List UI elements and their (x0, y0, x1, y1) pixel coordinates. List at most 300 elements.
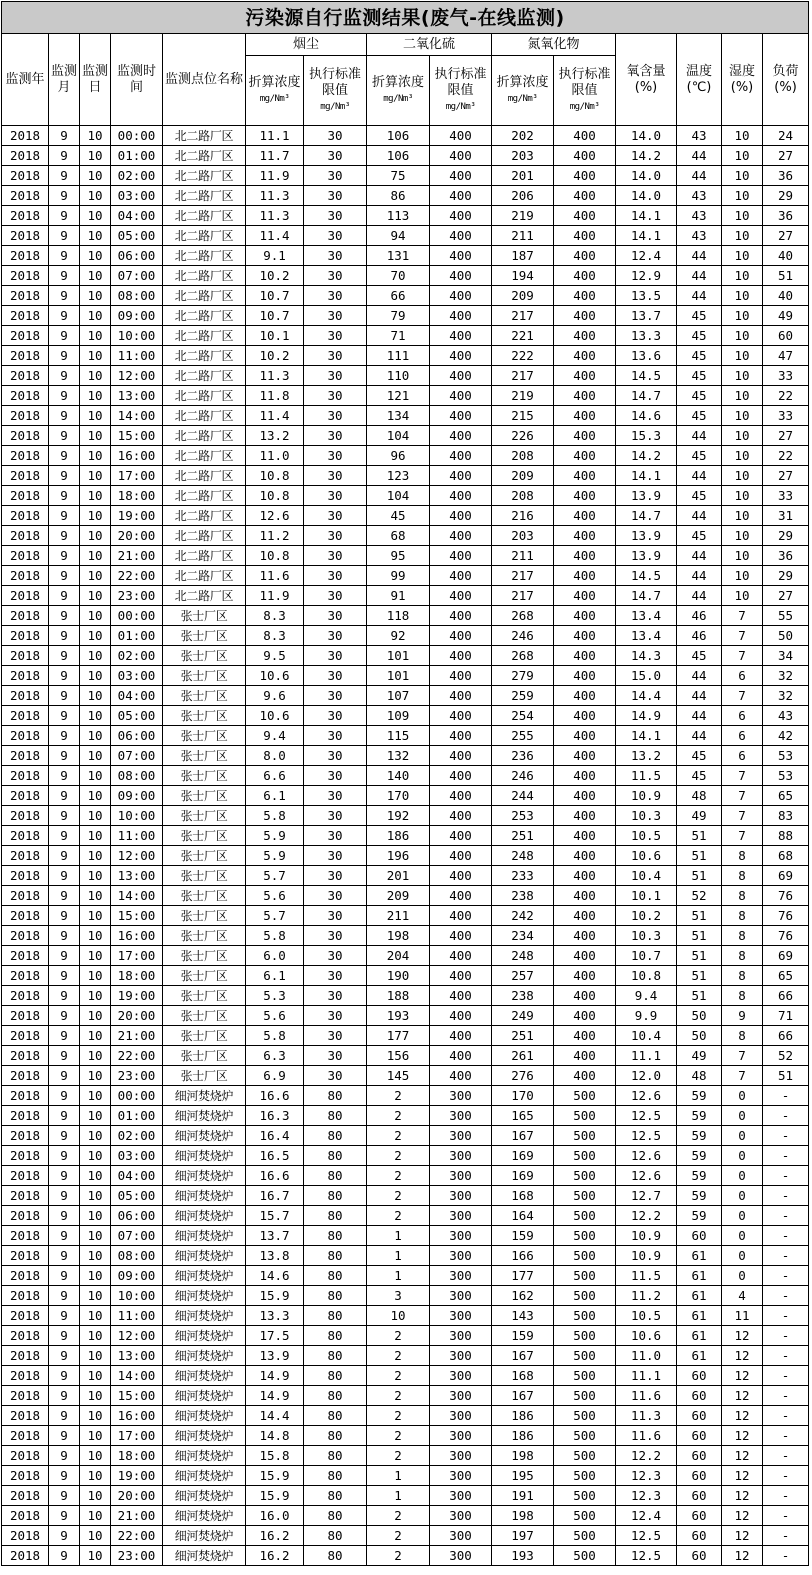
cell-so2-conc: 204 (367, 946, 430, 966)
cell-dust-conc: 11.4 (246, 226, 304, 246)
cell-oxygen: 12.5 (616, 1526, 677, 1546)
cell-so2-conc: 2 (367, 1366, 430, 1386)
cell-site: 细河焚烧炉 (163, 1166, 246, 1186)
cell-so2-conc: 2 (367, 1106, 430, 1126)
cell-so2-conc: 1 (367, 1486, 430, 1506)
cell-month: 9 (49, 726, 80, 746)
cell-so2-limit: 400 (430, 246, 492, 266)
cell-time: 22:00 (111, 566, 163, 586)
cell-oxygen: 14.2 (616, 446, 677, 466)
cell-year: 2018 (2, 1266, 49, 1286)
header-so2-limit (430, 56, 492, 126)
cell-humidity: 10 (722, 546, 763, 566)
cell-oxygen: 12.4 (616, 246, 677, 266)
cell-so2-conc: 2 (367, 1506, 430, 1526)
cell-site: 细河焚烧炉 (163, 1186, 246, 1206)
cell-humidity: 7 (722, 626, 763, 646)
cell-site: 北二路厂区 (163, 366, 246, 386)
cell-day: 10 (80, 1306, 111, 1326)
cell-so2-conc: 2 (367, 1406, 430, 1426)
cell-year: 2018 (2, 1426, 49, 1446)
cell-month: 9 (49, 386, 80, 406)
cell-dust-conc: 5.8 (246, 806, 304, 826)
cell-oxygen: 10.5 (616, 826, 677, 846)
cell-dust-conc: 16.2 (246, 1546, 304, 1566)
cell-dust-conc: 14.9 (246, 1386, 304, 1406)
cell-dust-conc: 6.3 (246, 1046, 304, 1066)
cell-humidity: 7 (722, 686, 763, 706)
cell-dust-conc: 11.8 (246, 386, 304, 406)
cell-dust-conc: 13.2 (246, 426, 304, 446)
header-so2-group: 二氧化硫 (367, 34, 492, 56)
cell-nox-limit: 400 (554, 466, 616, 486)
table-row (2, 506, 809, 526)
cell-time: 02:00 (111, 1126, 163, 1146)
cell-site: 北二路厂区 (163, 126, 246, 146)
cell-nox-conc: 186 (492, 1406, 554, 1426)
table-row (2, 266, 809, 286)
cell-month: 9 (49, 746, 80, 766)
cell-month: 9 (49, 946, 80, 966)
cell-nox-conc: 236 (492, 746, 554, 766)
cell-month: 9 (49, 486, 80, 506)
cell-nox-conc: 170 (492, 1086, 554, 1106)
cell-so2-limit: 300 (430, 1286, 492, 1306)
cell-time: 03:00 (111, 1146, 163, 1166)
cell-time: 07:00 (111, 266, 163, 286)
cell-nox-limit: 400 (554, 166, 616, 186)
cell-nox-limit: 500 (554, 1126, 616, 1146)
cell-dust-conc: 15.9 (246, 1286, 304, 1306)
cell-nox-conc: 187 (492, 246, 554, 266)
cell-nox-conc: 168 (492, 1366, 554, 1386)
cell-humidity: 0 (722, 1086, 763, 1106)
cell-humidity: 7 (722, 1066, 763, 1086)
cell-time: 12:00 (111, 366, 163, 386)
cell-temperature: 60 (677, 1506, 722, 1526)
cell-nox-limit: 500 (554, 1246, 616, 1266)
cell-day: 10 (80, 206, 111, 226)
cell-day: 10 (80, 606, 111, 626)
cell-time: 17:00 (111, 946, 163, 966)
cell-load: 42 (763, 726, 809, 746)
cell-load: 51 (763, 266, 809, 286)
cell-dust-conc: 12.6 (246, 506, 304, 526)
cell-time: 20:00 (111, 526, 163, 546)
header-label: 执行标准限值 (558, 66, 611, 98)
cell-humidity: 7 (722, 606, 763, 626)
cell-nox-conc: 219 (492, 386, 554, 406)
cell-time: 01:00 (111, 626, 163, 646)
cell-humidity: 10 (722, 126, 763, 146)
cell-temperature: 59 (677, 1106, 722, 1126)
cell-day: 10 (80, 1046, 111, 1066)
cell-month: 9 (49, 166, 80, 186)
cell-year: 2018 (2, 906, 49, 926)
cell-dust-limit: 80 (304, 1086, 367, 1106)
cell-day: 10 (80, 326, 111, 346)
cell-dust-conc: 5.6 (246, 886, 304, 906)
table-row (2, 826, 809, 846)
cell-time: 10:00 (111, 326, 163, 346)
cell-so2-limit: 300 (430, 1486, 492, 1506)
cell-day: 10 (80, 1226, 111, 1246)
cell-dust-limit: 30 (304, 246, 367, 266)
cell-so2-limit: 400 (430, 166, 492, 186)
cell-so2-limit: 300 (430, 1386, 492, 1406)
cell-temperature: 43 (677, 186, 722, 206)
cell-year: 2018 (2, 366, 49, 386)
cell-nox-conc: 209 (492, 466, 554, 486)
cell-site: 细河焚烧炉 (163, 1306, 246, 1326)
cell-site: 张士厂区 (163, 1006, 246, 1026)
cell-so2-limit: 400 (430, 486, 492, 506)
cell-oxygen: 14.7 (616, 506, 677, 526)
cell-nox-limit: 400 (554, 446, 616, 466)
cell-so2-limit: 300 (430, 1306, 492, 1326)
cell-so2-limit: 300 (430, 1186, 492, 1206)
cell-month: 9 (49, 666, 80, 686)
cell-humidity: 12 (722, 1466, 763, 1486)
cell-dust-limit: 30 (304, 166, 367, 186)
cell-humidity: 0 (722, 1206, 763, 1226)
cell-site: 北二路厂区 (163, 306, 246, 326)
cell-site: 北二路厂区 (163, 186, 246, 206)
cell-humidity: 0 (722, 1266, 763, 1286)
cell-oxygen: 9.4 (616, 986, 677, 1006)
cell-dust-limit: 30 (304, 466, 367, 486)
table-row (2, 986, 809, 1006)
cell-day: 10 (80, 866, 111, 886)
cell-so2-limit: 300 (430, 1226, 492, 1246)
cell-nox-limit: 400 (554, 586, 616, 606)
cell-humidity: 6 (722, 706, 763, 726)
cell-nox-conc: 169 (492, 1166, 554, 1186)
cell-day: 10 (80, 146, 111, 166)
cell-temperature: 59 (677, 1206, 722, 1226)
table-row (2, 566, 809, 586)
cell-year: 2018 (2, 1346, 49, 1366)
cell-dust-limit: 80 (304, 1226, 367, 1246)
cell-nox-conc: 233 (492, 866, 554, 886)
cell-day: 10 (80, 1526, 111, 1546)
cell-so2-conc: 86 (367, 186, 430, 206)
cell-nox-conc: 203 (492, 526, 554, 546)
table-row (2, 1246, 809, 1266)
cell-temperature: 60 (677, 1406, 722, 1426)
cell-site: 北二路厂区 (163, 486, 246, 506)
table-row (2, 346, 809, 366)
cell-load: - (763, 1226, 809, 1246)
cell-so2-conc: 145 (367, 1066, 430, 1086)
cell-temperature: 45 (677, 746, 722, 766)
cell-humidity: 0 (722, 1146, 763, 1166)
cell-oxygen: 10.2 (616, 906, 677, 926)
cell-month: 9 (49, 126, 80, 146)
cell-humidity: 7 (722, 826, 763, 846)
cell-site: 张士厂区 (163, 906, 246, 926)
cell-dust-limit: 80 (304, 1346, 367, 1366)
cell-nox-limit: 500 (554, 1446, 616, 1466)
cell-site: 张士厂区 (163, 626, 246, 646)
table-row (2, 126, 809, 146)
table-row (2, 426, 809, 446)
cell-month: 9 (49, 1306, 80, 1326)
cell-nox-limit: 500 (554, 1546, 616, 1566)
cell-dust-conc: 6.0 (246, 946, 304, 966)
cell-humidity: 6 (722, 666, 763, 686)
cell-nox-limit: 400 (554, 506, 616, 526)
cell-so2-conc: 2 (367, 1346, 430, 1366)
cell-so2-limit: 400 (430, 566, 492, 586)
cell-dust-limit: 30 (304, 846, 367, 866)
cell-nox-conc: 198 (492, 1446, 554, 1466)
cell-nox-conc: 217 (492, 306, 554, 326)
cell-month: 9 (49, 226, 80, 246)
cell-day: 10 (80, 406, 111, 426)
cell-month: 9 (49, 246, 80, 266)
cell-nox-limit: 400 (554, 726, 616, 746)
cell-load: 32 (763, 666, 809, 686)
cell-so2-limit: 300 (430, 1366, 492, 1386)
cell-humidity: 10 (722, 406, 763, 426)
table-row (2, 146, 809, 166)
cell-month: 9 (49, 1446, 80, 1466)
cell-dust-limit: 80 (304, 1366, 367, 1386)
cell-humidity: 8 (722, 906, 763, 926)
cell-temperature: 59 (677, 1146, 722, 1166)
cell-dust-conc: 11.7 (246, 146, 304, 166)
cell-humidity: 12 (722, 1386, 763, 1406)
cell-time: 00:00 (111, 1086, 163, 1106)
cell-temperature: 59 (677, 1186, 722, 1206)
cell-nox-conc: 254 (492, 706, 554, 726)
cell-temperature: 45 (677, 646, 722, 666)
cell-humidity: 12 (722, 1406, 763, 1426)
cell-load: 34 (763, 646, 809, 666)
cell-temperature: 45 (677, 326, 722, 346)
cell-dust-limit: 80 (304, 1466, 367, 1486)
cell-temperature: 51 (677, 986, 722, 1006)
cell-time: 05:00 (111, 226, 163, 246)
cell-dust-limit: 30 (304, 706, 367, 726)
cell-temperature: 60 (677, 1366, 722, 1386)
cell-site: 北二路厂区 (163, 166, 246, 186)
cell-so2-limit: 300 (430, 1086, 492, 1106)
cell-site: 北二路厂区 (163, 406, 246, 426)
cell-so2-conc: 91 (367, 586, 430, 606)
cell-day: 10 (80, 1086, 111, 1106)
cell-nox-conc: 255 (492, 726, 554, 746)
cell-dust-conc: 16.2 (246, 1526, 304, 1546)
cell-dust-conc: 10.1 (246, 326, 304, 346)
cell-load: 22 (763, 446, 809, 466)
table-row (2, 246, 809, 266)
cell-nox-limit: 500 (554, 1506, 616, 1526)
cell-day: 10 (80, 1266, 111, 1286)
cell-so2-limit: 400 (430, 406, 492, 426)
table-row (2, 1526, 809, 1546)
cell-dust-limit: 30 (304, 646, 367, 666)
cell-temperature: 45 (677, 446, 722, 466)
cell-dust-conc: 14.6 (246, 1266, 304, 1286)
cell-time: 16:00 (111, 446, 163, 466)
cell-so2-limit: 300 (430, 1266, 492, 1286)
cell-year: 2018 (2, 666, 49, 686)
cell-time: 04:00 (111, 1166, 163, 1186)
cell-nox-limit: 400 (554, 246, 616, 266)
cell-temperature: 60 (677, 1426, 722, 1446)
cell-day: 10 (80, 966, 111, 986)
cell-month: 9 (49, 1426, 80, 1446)
cell-load: 51 (763, 1066, 809, 1086)
cell-year: 2018 (2, 1186, 49, 1206)
header-dust-group: 烟尘 (246, 34, 367, 56)
cell-load: 65 (763, 966, 809, 986)
cell-load: 50 (763, 626, 809, 646)
header-dust-limit (304, 56, 367, 126)
cell-oxygen: 13.5 (616, 286, 677, 306)
cell-site: 北二路厂区 (163, 326, 246, 346)
cell-nox-conc: 276 (492, 1066, 554, 1086)
cell-year: 2018 (2, 486, 49, 506)
cell-so2-conc: 101 (367, 666, 430, 686)
cell-load: - (763, 1466, 809, 1486)
table-row (2, 1026, 809, 1046)
table-row (2, 1366, 809, 1386)
cell-nox-conc: 209 (492, 286, 554, 306)
header-humidity: 湿度(%) (722, 34, 763, 126)
cell-dust-limit: 30 (304, 406, 367, 426)
cell-nox-conc: 177 (492, 1266, 554, 1286)
table-row (2, 806, 809, 826)
cell-day: 10 (80, 546, 111, 566)
cell-load: - (763, 1206, 809, 1226)
cell-year: 2018 (2, 766, 49, 786)
cell-year: 2018 (2, 1466, 49, 1486)
cell-load: 55 (763, 606, 809, 626)
cell-site: 北二路厂区 (163, 226, 246, 246)
cell-site: 细河焚烧炉 (163, 1326, 246, 1346)
cell-nox-limit: 400 (554, 786, 616, 806)
cell-humidity: 10 (722, 506, 763, 526)
cell-nox-conc: 168 (492, 1186, 554, 1206)
cell-time: 16:00 (111, 926, 163, 946)
cell-year: 2018 (2, 1446, 49, 1466)
cell-nox-limit: 500 (554, 1266, 616, 1286)
cell-so2-conc: 106 (367, 126, 430, 146)
cell-humidity: 10 (722, 186, 763, 206)
cell-nox-conc: 202 (492, 126, 554, 146)
cell-dust-limit: 30 (304, 626, 367, 646)
cell-temperature: 44 (677, 146, 722, 166)
cell-so2-conc: 2 (367, 1146, 430, 1166)
cell-oxygen: 15.0 (616, 666, 677, 686)
table-row (2, 866, 809, 886)
cell-temperature: 45 (677, 766, 722, 786)
cell-nox-conc: 186 (492, 1426, 554, 1446)
cell-oxygen: 14.5 (616, 366, 677, 386)
cell-so2-limit: 400 (430, 586, 492, 606)
table-row (2, 1066, 809, 1086)
cell-day: 10 (80, 646, 111, 666)
cell-so2-conc: 99 (367, 566, 430, 586)
cell-time: 00:00 (111, 126, 163, 146)
cell-temperature: 61 (677, 1246, 722, 1266)
cell-oxygen: 13.9 (616, 526, 677, 546)
table-row (2, 1446, 809, 1466)
cell-so2-conc: 198 (367, 926, 430, 946)
cell-oxygen: 11.5 (616, 1266, 677, 1286)
cell-day: 10 (80, 186, 111, 206)
cell-nox-conc: 238 (492, 986, 554, 1006)
cell-month: 9 (49, 706, 80, 726)
cell-so2-conc: 140 (367, 766, 430, 786)
cell-site: 张士厂区 (163, 746, 246, 766)
cell-day: 10 (80, 706, 111, 726)
cell-load: 33 (763, 366, 809, 386)
cell-humidity: 7 (722, 1046, 763, 1066)
cell-so2-limit: 400 (430, 806, 492, 826)
cell-month: 9 (49, 906, 80, 926)
cell-temperature: 46 (677, 606, 722, 626)
cell-dust-limit: 30 (304, 266, 367, 286)
cell-nox-conc: 206 (492, 186, 554, 206)
cell-so2-conc: 177 (367, 1026, 430, 1046)
header-label: 执行标准限值 (308, 66, 361, 98)
table-row (2, 1386, 809, 1406)
cell-year: 2018 (2, 1066, 49, 1086)
cell-nox-limit: 400 (554, 226, 616, 246)
cell-dust-limit: 80 (304, 1266, 367, 1286)
cell-nox-limit: 400 (554, 126, 616, 146)
cell-humidity: 0 (722, 1186, 763, 1206)
monitoring-table (1, 1, 809, 1566)
cell-year: 2018 (2, 746, 49, 766)
cell-site: 北二路厂区 (163, 586, 246, 606)
cell-site: 细河焚烧炉 (163, 1546, 246, 1566)
cell-time: 09:00 (111, 786, 163, 806)
cell-so2-conc: 196 (367, 846, 430, 866)
cell-dust-conc: 16.3 (246, 1106, 304, 1126)
cell-so2-conc: 92 (367, 626, 430, 646)
cell-year: 2018 (2, 306, 49, 326)
cell-oxygen: 14.3 (616, 646, 677, 666)
cell-dust-conc: 9.6 (246, 686, 304, 706)
cell-dust-conc: 9.4 (246, 726, 304, 746)
cell-so2-conc: 75 (367, 166, 430, 186)
cell-site: 北二路厂区 (163, 506, 246, 526)
header-month: 监测月 (49, 34, 80, 126)
cell-day: 10 (80, 626, 111, 646)
cell-nox-limit: 400 (554, 666, 616, 686)
cell-oxygen: 11.3 (616, 1406, 677, 1426)
cell-so2-conc: 2 (367, 1446, 430, 1466)
cell-day: 10 (80, 226, 111, 246)
cell-nox-conc: 279 (492, 666, 554, 686)
cell-humidity: 10 (722, 286, 763, 306)
cell-oxygen: 14.1 (616, 466, 677, 486)
cell-temperature: 51 (677, 946, 722, 966)
cell-humidity: 12 (722, 1366, 763, 1386)
cell-temperature: 44 (677, 466, 722, 486)
cell-dust-conc: 15.7 (246, 1206, 304, 1226)
cell-nox-limit: 400 (554, 646, 616, 666)
cell-oxygen: 14.7 (616, 386, 677, 406)
cell-time: 04:00 (111, 206, 163, 226)
cell-month: 9 (49, 186, 80, 206)
cell-dust-conc: 10.2 (246, 346, 304, 366)
